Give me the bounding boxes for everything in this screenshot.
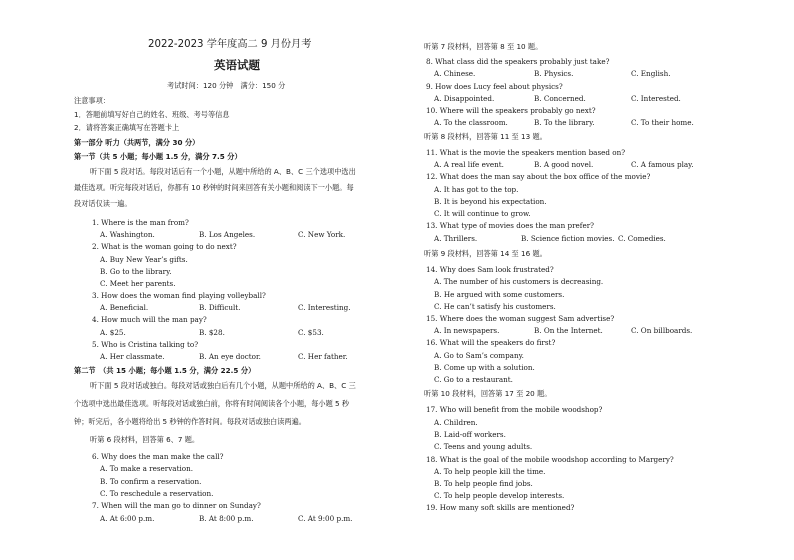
question-stem: 14. Why does Sam look frustrated? <box>426 265 554 274</box>
question-stem: 6. Why does the man make the call? <box>92 452 224 461</box>
option-c: C. Comedies. <box>618 234 666 243</box>
option-c: C. It will continue to grow. <box>434 209 531 218</box>
option-b: B. Physics. <box>534 69 574 78</box>
option-b: B. Come up with a solution. <box>434 363 535 372</box>
option-c: C. He can’t satisfy his customers. <box>434 302 556 311</box>
option-c: C. To reschedule a reservation. <box>100 489 214 498</box>
option-b: B. To confirm a reservation. <box>100 477 202 486</box>
option-a: A. Chinese. <box>434 69 476 78</box>
passage-prompt: 听第 10 段材料，回答第 17 至 20 题。 <box>424 389 552 398</box>
option-a: A. Thrillers. <box>434 234 478 243</box>
option-c: C. English. <box>631 69 671 78</box>
question-stem: 17. Who will benefit from the mobile woodshop? <box>426 405 603 414</box>
option-c: C. On billboards. <box>631 326 693 335</box>
option-a: A. Beneficial. <box>100 303 149 312</box>
option-a: A. The number of his customers is decreasing. <box>434 277 604 286</box>
passage-prompt: 听第 6 段材料，回答第 6、7 题。 <box>90 435 200 444</box>
option-c: C. $53. <box>298 328 324 337</box>
option-b: B. On the Internet. <box>534 326 603 335</box>
exam-info: 考试时间：120 分钟 满分：150 分 <box>167 81 286 90</box>
section1-title: 第一节（共 5 小题；每小题 1.5 分，满分 7.5 分） <box>74 152 242 161</box>
option-a: A. Disappointed. <box>434 94 495 103</box>
passage-prompt: 听第 8 段材料，回答第 11 至 13 题。 <box>424 132 547 141</box>
option-c: C. Her father. <box>298 352 348 361</box>
exam-title: 2022-2023 学年度高二 9 月份月考 <box>148 39 312 50</box>
question-stem: 11. What is the movie the speakers mention based on? <box>426 148 626 157</box>
option-b: B. A good novel. <box>534 160 594 169</box>
question-stem: 9. How does Lucy feel about physics? <box>426 82 563 91</box>
part1-title: 第一部分 听力（共两节，满分 30 分） <box>74 138 200 147</box>
question-stem: 12. What does the man say about the box office of the movie? <box>426 172 651 181</box>
option-c: C. Go to a restaurant. <box>434 375 513 384</box>
option-b: B. Difficult. <box>199 303 241 312</box>
question-stem: 15. Where does the woman suggest Sam advertise? <box>426 314 615 323</box>
notes-item: 2．请将答案正确填写在答题卡上 <box>74 123 180 132</box>
question-stem: 16. What will the speakers do first? <box>426 338 556 347</box>
passage-prompt: 听第 7 段材料，回答第 8 至 10 题。 <box>424 42 543 51</box>
option-c: C. Teens and young adults. <box>434 442 533 451</box>
option-c: C. Meet her parents. <box>100 279 176 288</box>
option-b: B. Los Angeles. <box>199 230 256 239</box>
option-c: C. To their home. <box>631 118 694 127</box>
option-a: A. At 6:00 p.m. <box>100 514 155 523</box>
option-a: A. It has got to the top. <box>434 185 519 194</box>
option-b: B. To the library. <box>534 118 595 127</box>
option-c: C. A famous play. <box>631 160 694 169</box>
passage-prompt: 听第 9 段材料，回答第 14 至 16 题。 <box>424 249 547 258</box>
option-a: A. Washington. <box>100 230 155 239</box>
option-b: B. Science fiction movies. <box>521 234 615 243</box>
notes-heading: 注意事项： <box>74 96 110 105</box>
option-a: A. To help people kill the time. <box>434 467 546 476</box>
option-b: B. $28. <box>199 328 225 337</box>
option-c: C. To help people develop interests. <box>434 491 565 500</box>
option-b: B. He argued with some customers. <box>434 290 565 299</box>
question-stem: 10. Where will the speakers probably go next? <box>426 106 596 115</box>
option-b: B. Concerned. <box>534 94 586 103</box>
option-a: A. In newspapers. <box>434 326 500 335</box>
question-stem: 3. How does the woman find playing volleyball? <box>92 291 266 300</box>
exam-subtitle: 英语试题 <box>214 58 260 72</box>
option-a: A. To the classroom. <box>434 118 508 127</box>
notes-item: 1．答题前填写好自己的姓名、班级、考号等信息 <box>74 110 230 119</box>
section2-instructions: 个选项中选出最佳选项。听每段对话或独白前，你将有时间阅读各个小题，每小题 5 秒 <box>74 399 350 408</box>
question-stem: 2. What is the woman going to do next? <box>92 242 237 251</box>
section2-instructions: 听下面 5 段对话或独白。每段对话或独白后有几个小题，从题中所给的 A、B、C 三 <box>90 381 356 390</box>
section1-instructions: 最佳选项。听完每段对话后，你都有 10 秒钟的时间来回答有关小题和阅读下一小题。每 <box>74 183 354 192</box>
question-stem: 8. What class did the speakers probably just take? <box>426 57 610 66</box>
option-a: A. Children. <box>434 418 478 427</box>
option-b: B. At 8:00 p.m. <box>199 514 254 523</box>
option-b: B. Laid-off workers. <box>434 430 506 439</box>
question-stem: 5. Who is Cristina talking to? <box>92 340 199 349</box>
question-stem: 1. Where is the man from? <box>92 218 189 227</box>
question-stem: 18. What is the goal of the mobile woodshop according to Margery? <box>426 455 674 464</box>
section1-instructions: 段对话仅读一遍。 <box>74 199 132 208</box>
option-c: C. At 9:00 p.m. <box>298 514 353 523</box>
option-b: B. It is beyond his expectation. <box>434 197 547 206</box>
option-a: A. A real life event. <box>434 160 504 169</box>
option-a: A. Buy New Year’s gifts. <box>100 255 188 264</box>
option-c: C. Interested. <box>631 94 681 103</box>
option-b: B. An eye doctor. <box>199 352 261 361</box>
question-stem: 13. What type of movies does the man prefer? <box>426 221 594 230</box>
option-b: B. To help people find jobs. <box>434 479 533 488</box>
option-a: A. Go to Sam’s company. <box>434 351 524 360</box>
question-stem: 7. When will the man go to dinner on Sunday? <box>92 501 261 510</box>
option-a: A. Her classmate. <box>100 352 165 361</box>
question-stem: 4. How much will the man pay? <box>92 315 207 324</box>
option-b: B. Go to the library. <box>100 267 172 276</box>
option-c: C. New York. <box>298 230 346 239</box>
option-a: A. $25. <box>100 328 126 337</box>
section2-instructions: 钟；听完后，各小题将给出 5 秒钟的作答时间。每段对话或独白读两遍。 <box>74 417 306 426</box>
option-c: C. Interesting. <box>298 303 351 312</box>
section1-instructions: 听下面 5 段对话。每段对话后有一个小题，从题中所给的 A、B、C 三个选项中选出 <box>90 167 356 176</box>
section2-title: 第二节 （共 15 小题；每小题 1.5 分，满分 22.5 分） <box>74 366 256 375</box>
question-stem: 19. How many soft skills are mentioned? <box>426 503 575 512</box>
option-a: A. To make a reservation. <box>100 464 194 473</box>
